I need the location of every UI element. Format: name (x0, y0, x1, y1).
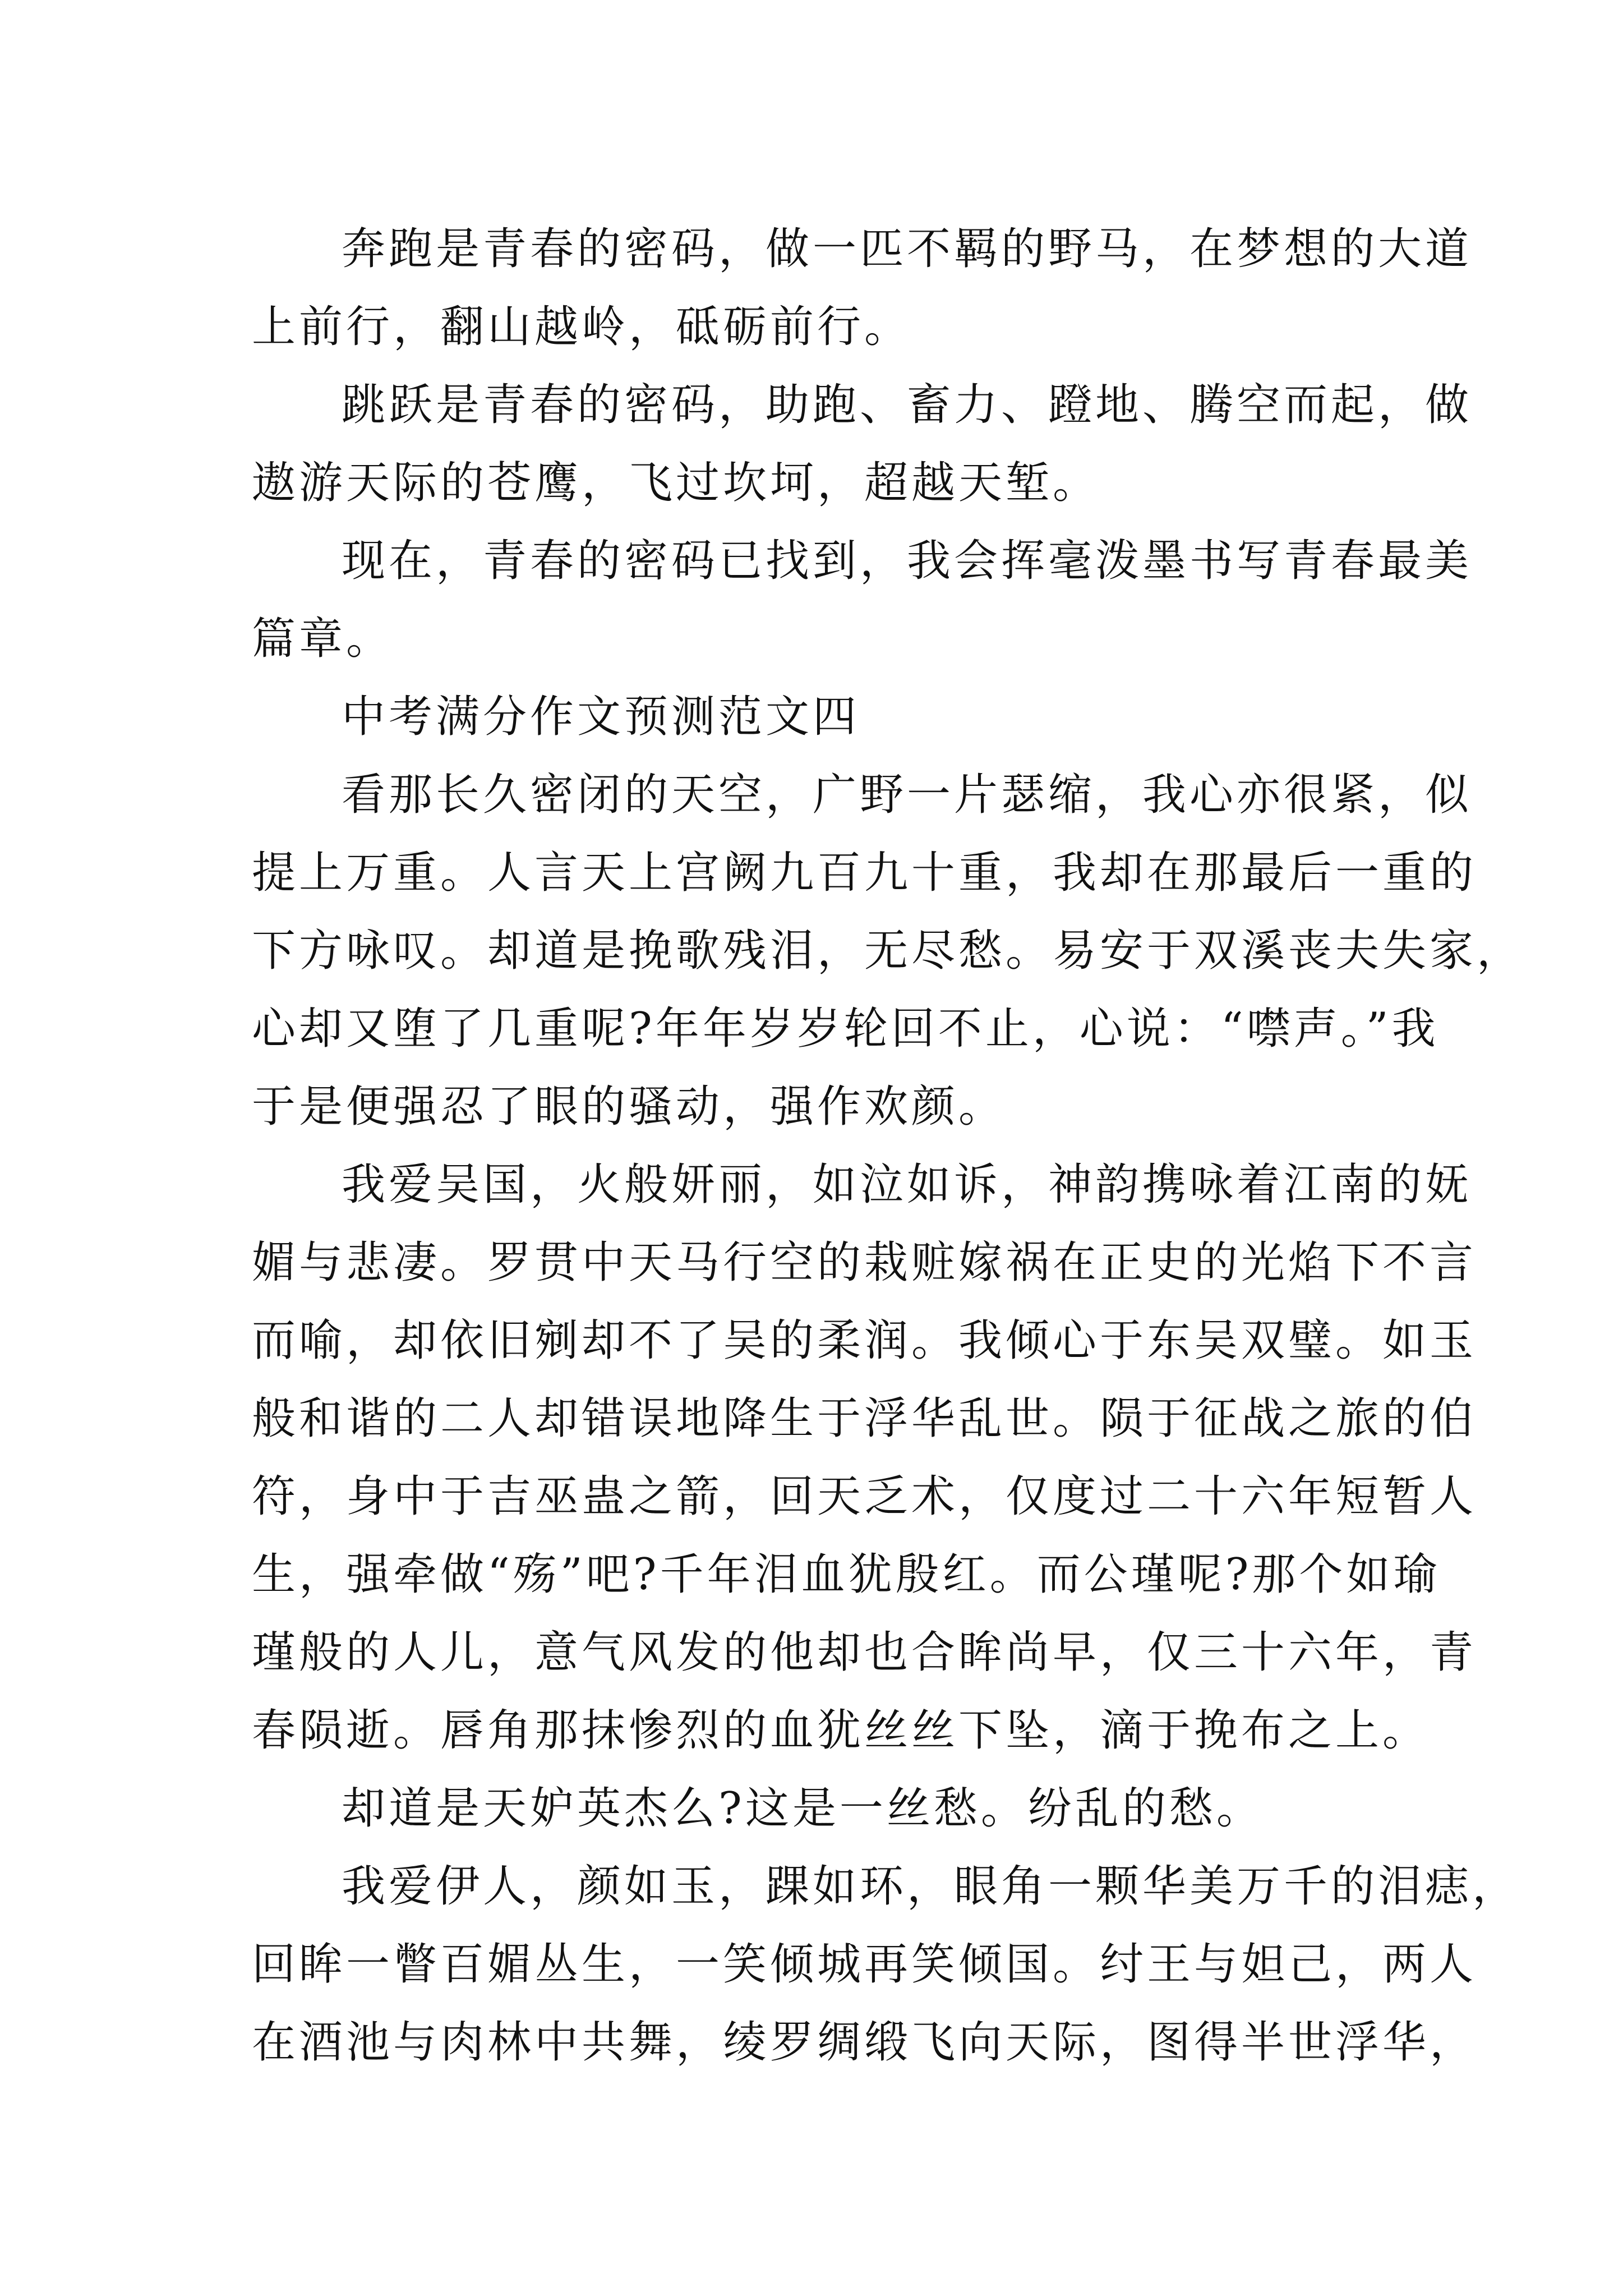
text-line: 生，强牵做“殇”吧?千年泪血犹殷红。而公瑾呢?那个如瑜 (252, 1549, 1441, 1600)
text-line: 遨游天际的苍鹰，飞过坎坷，超越天堑。 (252, 458, 1100, 508)
text-line: 媚与悲凄。罗贯中天马行空的栽赃嫁祸在正史的光焰下不言 (252, 1237, 1477, 1288)
text-line: 符，身中于吉巫蛊之箭，回天乏术，仅度过二十六年短暂人 (252, 1471, 1477, 1522)
text-line: 跳跃是青春的密码，助跑、畜力、蹬地、腾空而起，做 (342, 380, 1473, 430)
text-line: 我爱吴国，火般妍丽，如泣如诉，神韵携咏着江南的妩 (342, 1159, 1473, 1210)
text-line: 瑾般的人儿，意气风发的他却也合眸尚早，仅三十六年，青 (252, 1627, 1477, 1678)
text-line: 下方咏叹。却道是挽歌残泪，无尽愁。易安于双溪丧夫失家， (252, 926, 1524, 976)
text-line: 奔跑是青春的密码，做一匹不羁的野马，在梦想的大道 (342, 224, 1473, 274)
text-line: 上前行，翻山越岭，砥砺前行。 (252, 302, 912, 352)
body-text (252, 210, 1524, 2082)
text-line: 却道是天妒英杰么?这是一丝愁。纷乱的愁。 (342, 1783, 1264, 1834)
text-line: 现在，青春的密码已找到，我会挥毫泼墨书写青春最美 (342, 536, 1473, 586)
text-line: 于是便强忍了眼的骚动，强作欢颜。 (252, 1082, 1006, 1132)
section-heading: 中考满分作文预测范文四 (342, 692, 860, 742)
text-line: 回眸一瞥百媚丛生，一笑倾城再笑倾国。纣王与妲己，两人 (252, 1939, 1477, 1990)
text-line: 心却又堕了几重呢?年年岁岁轮回不止，心说：“噤声。”我 (252, 1004, 1439, 1054)
text-line: 而喻，却依旧剜却不了吴的柔润。我倾心于东吴双璧。如玉 (252, 1315, 1477, 1366)
text-line: 在酒池与肉林中共舞，绫罗绸缎飞向天际，图得半世浮华， (252, 2017, 1477, 2068)
text-line: 看那长久密闭的天空，广野一片瑟缩，我心亦很紧，似 (342, 770, 1473, 820)
text-line: 般和谐的二人却错误地降生于浮华乱世。陨于征战之旅的伯 (252, 1393, 1477, 1444)
text-line: 篇章。 (252, 614, 394, 664)
text-line: 春陨逝。唇角那抹惨烈的血犹丝丝下坠，滴于挽布之上。 (252, 1705, 1430, 1756)
text-line: 提上万重。人言天上宫阙九百九十重，我却在那最后一重的 (252, 848, 1477, 898)
text-line: 我爱伊人，颜如玉，踝如环，眼角一颗华美万千的泪痣， (342, 1861, 1520, 1912)
